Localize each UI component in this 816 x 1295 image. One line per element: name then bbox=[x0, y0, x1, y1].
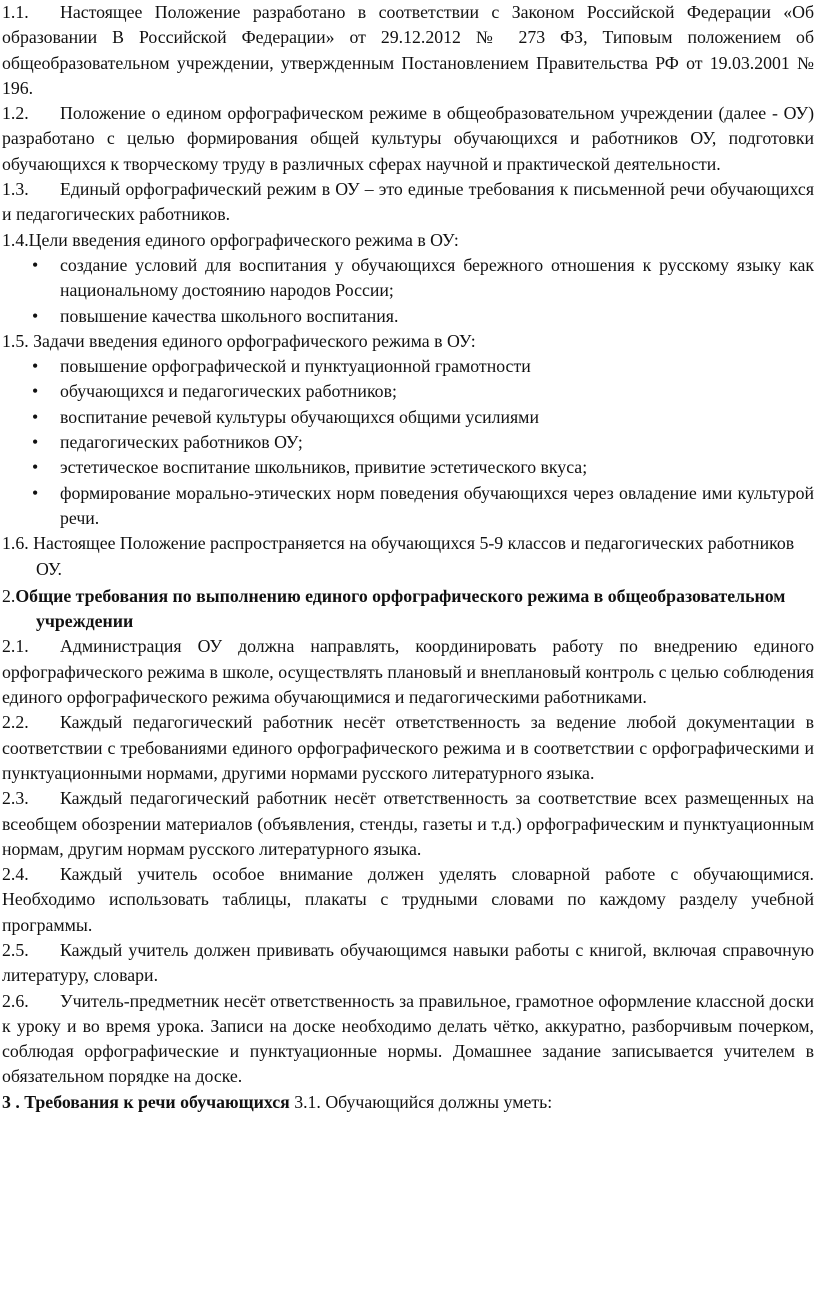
para-text: Каждый педагогический работник несёт ответственность за соответствие всех размещенных на всеобщем обозрении материалов (объявления, стенды, газеты и т.д.) орфографическим и пунктуационным нормам, другим нормам русского литературного языка. bbox=[2, 788, 814, 859]
para-number: 2.1. bbox=[2, 636, 29, 657]
para-1-6: 1.6. Настоящее Положение распространяется на обучающихся 5-9 классов и педагогических работников ОУ. bbox=[2, 533, 795, 579]
section-title: 3 . Требования к речи обучающихся bbox=[2, 1091, 290, 1112]
para-text: 3.1. Обучающийся должны уметь: bbox=[289, 1091, 553, 1112]
list-item: • формирование морально-этических норм поведения обучающихся через овладение ими культурой речи. bbox=[2, 481, 814, 532]
para-text: Каждый учитель особое внимание должен уделять словарной работе с обучающимися. Необходимо использовать таблицы, плакаты с трудными словами по каждому разделу учебной программы. bbox=[2, 864, 814, 935]
para-2-6 bbox=[2, 989, 814, 1090]
para-2-4 bbox=[2, 862, 814, 938]
para-number: 1.2. bbox=[2, 103, 29, 124]
para-1-1 bbox=[2, 0, 814, 101]
list-item: • воспитание речевой культуры обучающихся общими усилиями bbox=[2, 405, 814, 430]
para-1-2 bbox=[2, 101, 814, 177]
goals-list bbox=[2, 253, 814, 329]
list-item: • педагогических работников ОУ; bbox=[2, 430, 814, 455]
para-number: 2.4. bbox=[2, 864, 29, 885]
section-2-heading bbox=[2, 584, 814, 635]
para-1-5-title: 1.5. Задачи введения единого орфографического режима в ОУ: bbox=[2, 330, 476, 351]
para-text: Каждый педагогический работник несёт ответственность за ведение любой документации в соответствии с требованиями единого орфографического режима и в соответствии с орфографическими и пунктуационными нормами, другими нормами русского литературного языка. bbox=[2, 712, 814, 783]
para-text: Каждый учитель должен прививать обучающимся навыки работы с книгой, включая справочную литературу, словари. bbox=[2, 939, 814, 986]
para-text: Администрация ОУ должна направлять, координировать работу по внедрению единого орфографического режима в школе, осуществлять плановый и внеплановый контроль с целью соблюдения единого орфографического режима обучающимися и педагогическими работниками. bbox=[2, 636, 814, 708]
para-number: 2.2. bbox=[2, 712, 29, 733]
list-item: • создание условий для воспитания у обучающихся бережного отношения к русскому языку как национальному достоянию народов России; bbox=[2, 253, 814, 304]
para-1-3 bbox=[2, 177, 814, 228]
list-item: • обучающихся и педагогических работников; bbox=[2, 379, 814, 404]
para-2-3 bbox=[2, 786, 814, 862]
section-title: Общие требования по выполнению единого орфографического режима в общеобразовательном учреждении bbox=[15, 585, 786, 632]
list-item: • повышение качества школьного воспитания. bbox=[2, 304, 814, 329]
list-item: • эстетическое воспитание школьников, привитие эстетического вкуса; bbox=[2, 455, 814, 480]
para-text: Единый орфографический режим в ОУ – это единые требования к письменной речи обучающихся и педагогических работников. bbox=[2, 179, 814, 225]
section-number: 2. bbox=[2, 585, 16, 606]
para-1-4-title: 1.4.Цели введения единого орфографического режима в ОУ: bbox=[2, 229, 459, 250]
para-text: Учитель-предметник несёт ответственность за правильное, грамотное оформление классной доски к уроку и во время урока. Записи на доске необходимо делать чётко, аккуратно, разборчивым почерком, соблюдая орфографические и пунктуационные нормы. Домашнее задание записывается учителем в обязательном порядке на доске. bbox=[2, 990, 814, 1087]
list-item: • повышение орфографической и пунктуационной грамотности bbox=[2, 354, 814, 379]
para-number: 2.3. bbox=[2, 788, 29, 809]
para-2-5 bbox=[2, 938, 814, 989]
tasks-list bbox=[2, 354, 814, 531]
para-number: 1.1. bbox=[2, 2, 29, 22]
section-3-heading bbox=[2, 1090, 814, 1115]
para-text: Настоящее Положение разработано в соответствии с Законом Российской Федерации «Об образовании В Российской Федерации» от 29.12.2012 № 273 ФЗ, Типовым положением об общеобразовательном учреждении, утвержденным Постановлением Правительства РФ от 19.03.2001 № 196. bbox=[2, 2, 814, 98]
para-text: Положение о едином орфографическом режиме в общеобразовательном учреждении (далее - ОУ) разработано с целью формирования общей культуры обучающихся и работников ОУ, подготовки обучающихся к творческому труду в различных сферах научной и практической деятельности. bbox=[2, 103, 814, 174]
para-2-2 bbox=[2, 710, 814, 786]
para-number: 2.5. bbox=[2, 939, 29, 960]
para-number: 2.6. bbox=[2, 990, 29, 1011]
para-2-1 bbox=[2, 634, 814, 710]
para-number: 1.3. bbox=[2, 179, 29, 200]
